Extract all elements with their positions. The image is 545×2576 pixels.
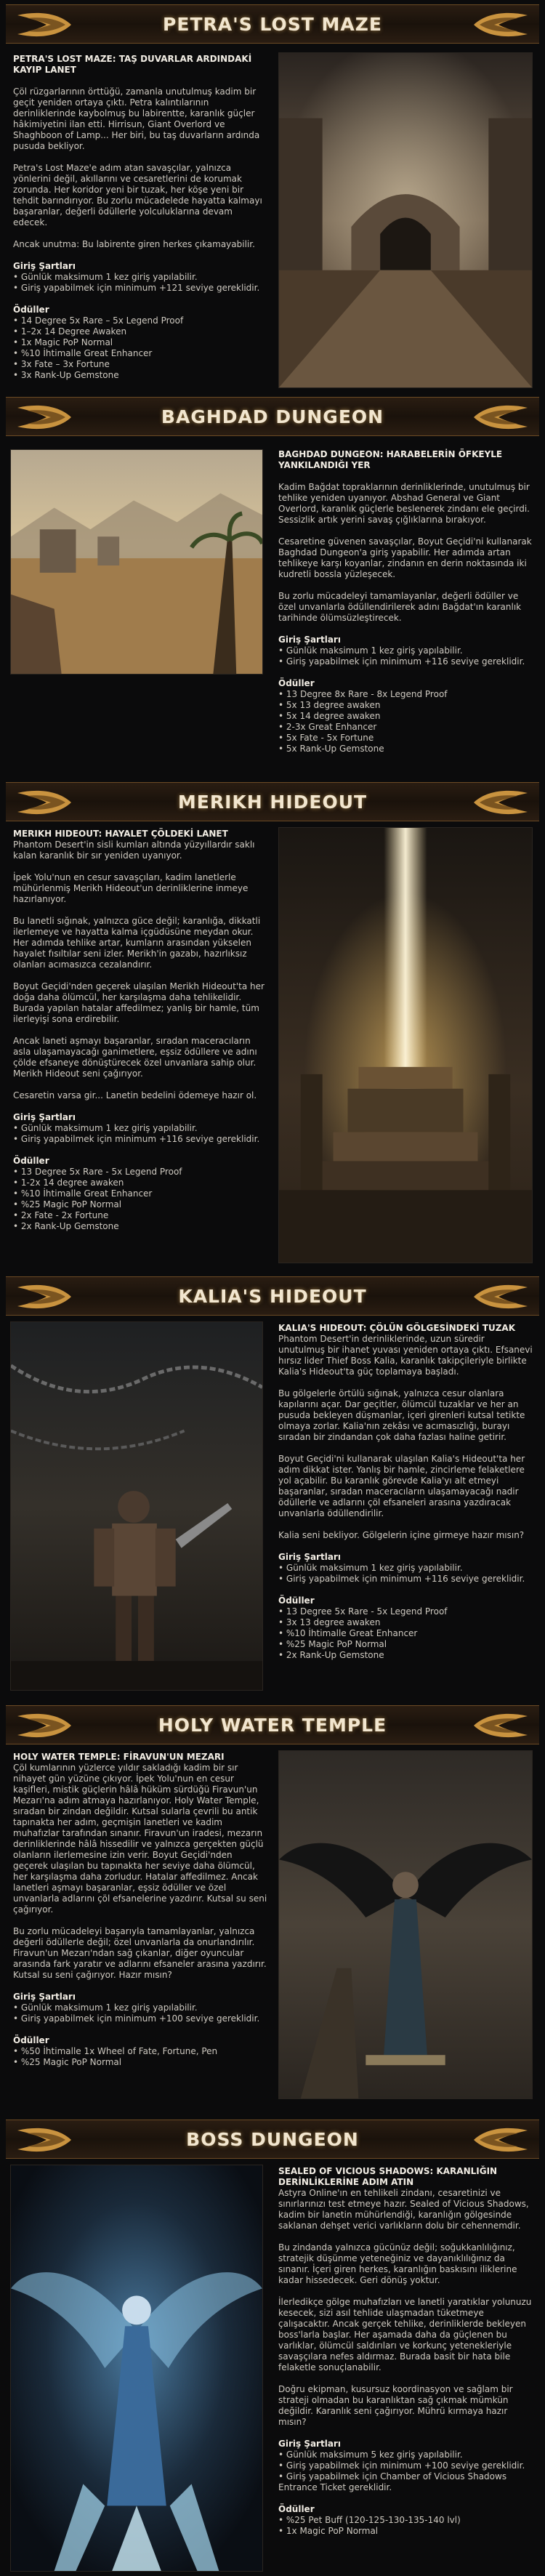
section-heading: BAGHDAD DUNGEON: HARABELERİN ÖFKEYLE YANKILANDIĞI YER <box>278 449 503 470</box>
section-banner <box>6 4 539 44</box>
rewards-title: Ödüller <box>278 678 315 688</box>
rewards-list <box>13 315 267 381</box>
section-paragraph: Bu zorlu mücadeleyi tamamlayanlar, değerli ödüller ve özel unvanlarla ödüllendirilerek adını Bağdat'ın karanlık tarihinde ölümsüzleştirecek. <box>278 591 522 623</box>
section-paragraph: Astyra Online'ın en tehlikeli zindanı, cesaretinizi ve sınırlarınızı test etmeye hazır. Sealed of Vicious Shadows, kadim bir lanetin mühürlendiği, karanlığın gölgesinde saklanan dehşet verici varlıkların dolu bir cehennemdir. <box>278 2188 529 2231</box>
golden-wing-ornament-icon <box>472 9 530 40</box>
holy-water-priestess-image <box>278 1750 533 2099</box>
section-title: HOLY WATER TEMPLE <box>158 1715 387 1736</box>
boss-ice-sorceress-image <box>10 2165 263 2572</box>
section-text <box>278 2166 533 2537</box>
section-heading: PETRA'S LOST MAZE: TAŞ DUVARLAR ARDINDAKİ KAYIP LANET <box>13 54 252 75</box>
section-paragraph: Phantom Desert'in derinliklerinde, uzun süredir unutulmuş bir ihanet yuvası yeniden ortaya çıktı. Efsanevi hırsız lider Thief Boss Kalia, karanlık takipçileriyle birlikte Kalia's Hideout'ta güç toplamaya başladı. <box>278 1334 533 1377</box>
rewards-title: Ödüller <box>13 2035 49 2045</box>
list-item: • 3x 13 degree awaken <box>278 1617 381 1627</box>
merikh-altar-image <box>278 827 533 1263</box>
list-item: • 14 Degree 5x Rare – 5x Legend Proof <box>13 315 184 326</box>
rewards-list <box>278 2515 533 2537</box>
section-heading: KALIA'S HIDEOUT: ÇÖLÜN GÖLGESİNDEKİ TUZAK <box>278 1323 515 1333</box>
section-holy-water-temple <box>0 1705 545 2112</box>
list-item: • Giriş yapabilmek için minimum +100 seviye gereklidir. <box>278 2460 525 2471</box>
section-paragraph: Doğru ekipman, kusursuz koordinasyon ve sağlam bir strateji olmadan bu karanlıktan sağ çıkmak mümkün değildir. Karanlık seni çağırıyor. Mührü kırmaya hazır mısın? <box>278 2384 513 2427</box>
section-paragraph: Cesaretine güvenen savaşçılar, Boyut Geçidi'ni kullanarak Baghdad Dungeon'a giriş yapabilir. Her adımda artan tehlikeye karşı koyanlar, zindanın en derin noktasında iki kudretli bossla yüzleşecek. <box>278 536 532 579</box>
section-text <box>13 829 267 1243</box>
section-banner <box>6 2120 539 2159</box>
baghdad-scene-image <box>10 449 263 675</box>
section-text <box>278 449 533 765</box>
list-item: • 5x 14 degree awaken <box>278 711 381 721</box>
list-item: • %25 Magic PoP Normal <box>13 2057 122 2067</box>
section-paragraph: İlerledikçe gölge muhafızları ve lanetli yaratıklar yolunuzu kesecek, sizi asıl tehlide ulaşmadan tüketmeye çalışacaktır. Ancak gerçek tehlike, derinliklerde bekleyen boss'larla başlar. Her aşamada daha da güçlenen bu varlıklar, ölümcül saldırıları ve korkunç yetenekleriyle savaşçılara nefes aldırmaz. Burada basit bir hata bile felaketle sonuçlanabilir. <box>278 2297 532 2372</box>
rewards-list <box>278 1606 533 1661</box>
section-paragraph: Cesaretin varsa gir... Lanetin bedelini ödemeye hazır ol. <box>13 1090 257 1100</box>
section-paragraph: Bu zindanda yalnızca gücünüz değil; soğukkanlılığınız, stratejik düşünme yeteneğiniz ve dayanıklılığınız da sınanır. İçeri giren herkes, karanlığın baskısını iliklerine kadar hissedecek. Geri dönüş yoktur. <box>278 2242 517 2285</box>
list-item: • Giriş yapabilmek için minimum +116 seviye gereklidir. <box>278 656 525 667</box>
list-item: • 5x 13 degree awaken <box>278 700 381 710</box>
rewards-list <box>13 2046 267 2068</box>
section-paragraph: Bu gölgelerle örtülü sığınak, yalnızca cesur olanlara kapılarını açar. Dar geçitler, ölümcül tuzaklar ve her an pusuda bekleyen düşmanlar, içeri girenleri kutsal tetikte olmaya zorlar. Kalia'nın zekâsı ve acımasızlığı, burayı sıradan bir zindandan çok daha fazlası haline getirir. <box>278 1388 525 1442</box>
list-item: • 1x Magic PoP Normal <box>13 337 113 347</box>
golden-wing-ornament-icon <box>472 1281 530 1312</box>
section-baghdad-dungeon <box>0 397 545 775</box>
section-heading: MERIKH HIDEOUT: HAYALET ÇÖLDEKİ LANET <box>13 829 228 839</box>
section-paragraph: Bu zorlu mücadeleyi başarıyla tamamlayanlar, yalnızca değerli ödüllerle değil; özel unvanlarla da onurlandırılır. Firavun'un Mezarı'ndan sağ çıkanlar, diğer oyuncular arasında fark yaratır ve adlarını efsaneler arasına yazdırır. Kutsal su seni çağırıyor. Hazır mısın? <box>13 1926 267 1980</box>
list-item: • %10 İhtimalle Great Enhancer <box>278 1628 418 1638</box>
section-heading: HOLY WATER TEMPLE: FİRAVUN'UN MEZARI <box>13 1752 225 1762</box>
list-item: • %25 Magic PoP Normal <box>278 1639 387 1649</box>
section-paragraph: Bu lanetli sığınak, yalnızca güce değil; karanlığa, dikkatli ilerlemeye ve hayatta kalma içgüdüsüne meydan okur. Her adımda tehlike artar, kumların arasından yükselen hayalet fısıltılar seni izler. Merikh'in gazabı, hazırlıksız olanları acımasızca cezalandırır. <box>13 916 261 970</box>
section-title: KALIA'S HIDEOUT <box>178 1286 367 1307</box>
list-item: • Giriş yapabilmek için minimum +100 seviye gereklidir. <box>13 2013 260 2024</box>
section-paragraph: Boyut Geçidi'ni kullanarak ulaşılan Kalia's Hideout'ta her adım dikkat ister. Yanlış bir hamle, zincirleme felaketlere yol açabilir. Bu karanlık görevde Kalia'yı alt etmeyi başaranlar, sıradan maceracıların ulaşamayacağı nadir ödüllerle ve adlarını çöl efsaneleri arasına yazdıracak unvanlarla ödüllendirilir. <box>278 1454 525 1518</box>
conditions-title: Giriş Şartları <box>13 1992 76 2002</box>
list-item: • 13 Degree 5x Rare - 5x Legend Proof <box>13 1167 182 1177</box>
kalia-warrior-image <box>10 1321 263 1691</box>
section-title: BAGHDAD DUNGEON <box>161 406 384 427</box>
golden-wing-ornament-icon <box>472 1710 530 1741</box>
rewards-list <box>13 1167 267 1232</box>
section-text <box>13 54 267 392</box>
section-paragraph: Ancak laneti aşmayı başaranlar, sıradan maceracıların asla ulaşamayacağı ganimetlere, eşsiz ödüllere ve adını çölde efsaneye dönüştürecek özel unvanlara sahip olur. Merikh Hideout seni çağırıyor. <box>13 1036 257 1079</box>
conditions-list <box>278 645 533 667</box>
conditions-list <box>13 272 267 294</box>
list-item: • Giriş yapabilmek için minimum +116 seviye gereklidir. <box>13 1134 260 1144</box>
list-item: • Günlük maksimum 1 kez giriş yapılabilir. <box>278 1563 463 1573</box>
list-item: • 2x Rank-Up Gemstone <box>13 1221 119 1231</box>
list-item: • Günlük maksimum 1 kez giriş yapılabilir. <box>13 1123 198 1133</box>
list-item: • 13 Degree 5x Rare - 5x Legend Proof <box>278 1606 448 1617</box>
list-item: • Günlük maksimum 5 kez giriş yapılabilir. <box>278 2450 463 2460</box>
list-item: • %10 İhtimalle Great Enhancer <box>13 348 153 358</box>
list-item: • Giriş yapabilmek için Chamber of Vicious Shadows Entrance Ticket gereklidir. <box>278 2471 507 2492</box>
rewards-title: Ödüller <box>278 1595 315 1606</box>
list-item: • %10 İhtimalle Great Enhancer <box>13 1188 153 1199</box>
list-item: • 3x Fate – 3x Fortune <box>13 359 110 369</box>
conditions-title: Giriş Şartları <box>278 635 341 645</box>
list-item: • 13 Degree 8x Rare - 8x Legend Proof <box>278 689 448 699</box>
list-item: • Giriş yapabilmek için minimum +116 seviye gereklidir. <box>278 1574 525 1584</box>
conditions-list <box>13 1123 267 1145</box>
list-item: • 1–2x 14 Degree Awaken <box>13 326 127 337</box>
section-merikh-hideout <box>0 782 545 1269</box>
list-item: • 2x Rank-Up Gemstone <box>278 1650 384 1660</box>
conditions-list <box>278 1563 533 1585</box>
section-paragraph: Çöl rüzgarlarının örttüğü, zamanla unutulmuş kadim bir geçit yeniden ortaya çıktı. Petra kalıntılarının derinliklerinde kaybolmuş bu labirentte, karanlık güçler hâkimiyetini ilan etti. Hirrisun, Giant Overlord ve Shaghboon of Lamp... Her biri, bu taş duvarların ardında pusuda bekliyor. <box>13 86 260 151</box>
section-paragraph: Ancak unutma: Bu labirente giren herkes çıkamayabilir. <box>13 239 255 249</box>
section-banner <box>6 1705 539 1744</box>
list-item: • 5x Rank-Up Gemstone <box>278 744 384 754</box>
section-paragraph: İpek Yolu'nun en cesur savaşçıları, kadim lanetlerle mühürlenmiş Merikh Hideout'un derinliklerine inmeye hazırlanıyor. <box>13 872 249 904</box>
section-paragraph: Çöl kumlarının yüzlerce yıldır sakladığı kadim bir sır nihayet gün yüzüne çıkıyor. İpek Yolu'nun en cesur kaşifleri, mistik güçlerin hâlâ hüküm sürdüğü Firavun'un Mezarı'na adım atmaya hazırlanıyor. Holy Water Temple, sıradan bir zindan değildir. Kutsal sularla çevrili bu antik tapınakta her adım, geçmişin lanetleri ve kadim muhafızlar tarafından sınanır. Firavun'un iradesi, mezarın derinliklerinde hâlâ hissedilir ve yalnızca gerçekten güçlü olanların ilerlemesine izin verir. Boyut Geçidi'nden geçerek ulaşılan bu tapınakta her seviye daha ölümcül, her karşılaşma daha zorludur. Hatalar affedilmez. Ancak lanetleri aşmayı başaranlar, eşsiz ödüller ve özel unvanlarla adlarını çöl efsanelerine yazdırır. Kutsal su seni çağırıyor. <box>13 1763 267 1915</box>
list-item: • Günlük maksimum 1 kez giriş yapılabilir. <box>13 2003 198 2013</box>
section-text <box>13 1752 267 2079</box>
list-item: • %25 Pet Buff (120-125-130-135-140 lvl) <box>278 2515 461 2525</box>
list-item: • 2x Fate - 2x Fortune <box>13 1210 109 1220</box>
section-paragraph: Petra's Lost Maze'e adım atan savaşçılar, yalnızca yönlerini değil, akıllarını ve cesaretlerini de korumak zorunda. Her koridor yeni bir tuzak, her köşe yeni bir tehdit barındırıyor. Bu zorlu mücadelede hayatta kalmayı başaranlar, değerli ödüllerle yolculuklarına devam edecek. <box>13 163 262 228</box>
golden-wing-ornament-icon <box>472 787 530 818</box>
conditions-list <box>13 2003 267 2024</box>
list-item: • Günlük maksimum 1 kez giriş yapılabilir. <box>13 272 198 282</box>
section-heading: SEALED OF VICIOUS SHADOWS: KARANLIĞIN DERİNLİKLERİNE ADIM ATIN <box>278 2166 498 2187</box>
golden-wing-ornament-icon <box>472 2125 530 2155</box>
conditions-title: Giriş Şartları <box>278 1552 341 1562</box>
conditions-list <box>278 2450 533 2493</box>
list-item: • %50 İhtimalle 1x Wheel of Fate, Fortune, Pen <box>13 2046 218 2056</box>
section-text <box>278 1323 533 1672</box>
list-item: • 1-2x 14 degree awaken <box>13 1178 124 1188</box>
golden-wing-ornament-icon <box>472 402 530 432</box>
conditions-title: Giriş Şartları <box>13 261 76 271</box>
rewards-title: Ödüller <box>13 1156 49 1166</box>
section-banner <box>6 782 539 821</box>
section-boss-dungeon <box>0 2120 545 2576</box>
section-paragraph: Phantom Desert'in sisli kumları altında yüzyıllardır saklı kalan karanlık bir sır yeniden uyanıyor. <box>13 840 255 861</box>
section-kalias-hideout <box>0 1276 545 1698</box>
section-paragraph: Boyut Geçidi'nden geçerek ulaşılan Merikh Hideout'ta her doğa daha ölümcül, her karşılaşma daha tehlikelidir. Burada yapılan hatalar affedilmez; yanlış bir hamle, tüm ilerleyişi sona erdirebilir. <box>13 981 265 1024</box>
section-paragraph: Kadim Bağdat topraklarının derinliklerinde, unutulmuş bir tehlike yeniden uyanıyor. Abshad General ve Giant Overlord, karanlık güçlerle beslenerek zindanı ele geçirdi. Sessizlik artık yerini savaş çığlıklarına bırakıyor. <box>278 482 530 525</box>
petra-maze-scene-image <box>278 52 533 388</box>
section-banner <box>6 1276 539 1316</box>
list-item: • Günlük maksimum 1 kez giriş yapılabilir. <box>278 645 463 656</box>
section-title: MERIKH HIDEOUT <box>177 792 368 813</box>
rewards-title: Ödüller <box>13 305 49 315</box>
list-item: • 5x Fate - 5x Fortune <box>278 733 374 743</box>
section-title: BOSS DUNGEON <box>186 2129 359 2150</box>
section-petras-lost-maze <box>0 0 545 390</box>
section-paragraph: Kalia seni bekliyor. Gölgelerin içine girmeye hazır mısın? <box>278 1530 525 1540</box>
list-item: • 3x Rank-Up Gemstone <box>13 370 119 380</box>
list-item: • 2-3x Great Enhancer <box>278 722 377 732</box>
conditions-title: Giriş Şartları <box>13 1112 76 1122</box>
conditions-title: Giriş Şartları <box>278 2439 341 2449</box>
rewards-list <box>278 689 533 754</box>
list-item: • %25 Magic PoP Normal <box>13 1199 122 1209</box>
section-banner <box>6 397 539 436</box>
rewards-title: Ödüller <box>278 2504 315 2514</box>
section-title: PETRA'S LOST MAZE <box>163 14 382 35</box>
list-item: • 1x Magic PoP Normal <box>278 2526 379 2536</box>
list-item: • Giriş yapabilmek için minimum +121 seviye gereklidir. <box>13 283 260 293</box>
